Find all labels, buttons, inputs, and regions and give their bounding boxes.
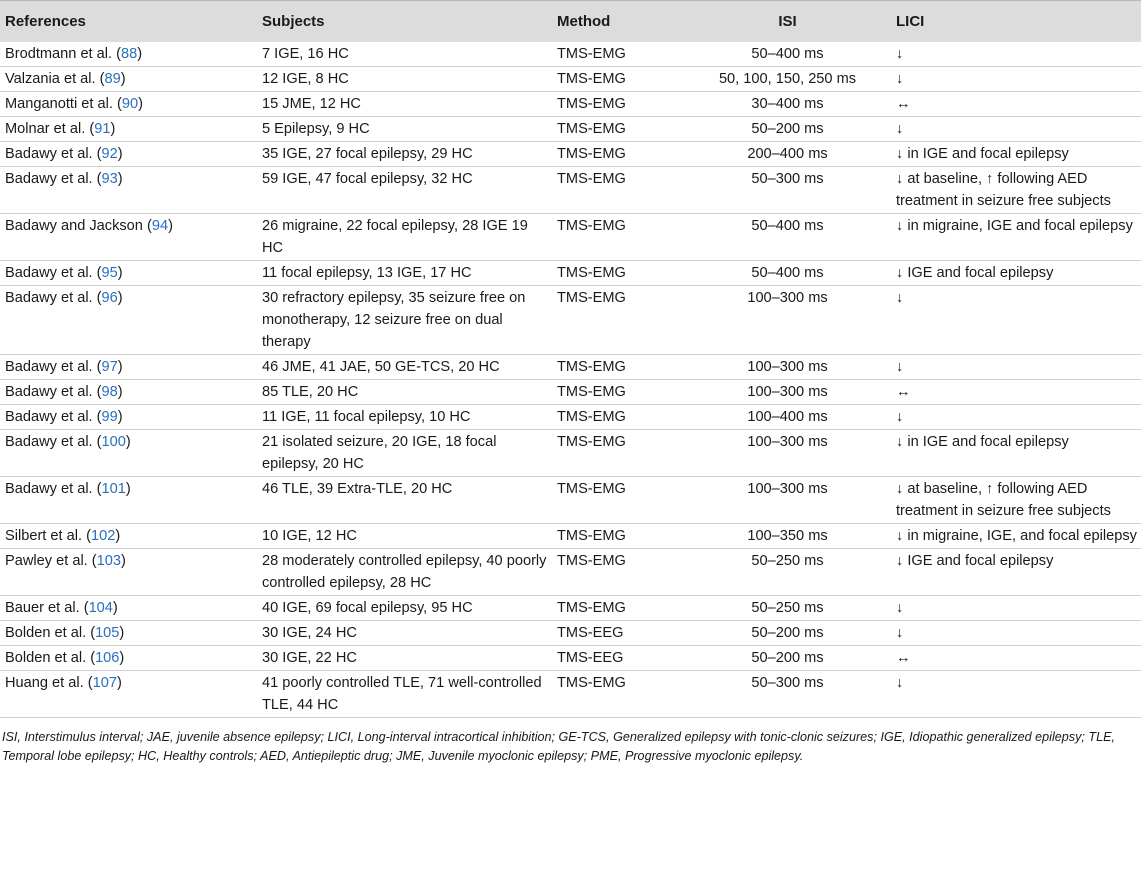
cell-isi: 50–400 ms (679, 214, 891, 261)
cell-subjects: 30 IGE, 24 HC (257, 621, 552, 646)
cell-subjects: 10 IGE, 12 HC (257, 524, 552, 549)
cell-subjects: 12 IGE, 8 HC (257, 67, 552, 92)
reference-close: ) (117, 146, 123, 162)
cell-method: TMS-EEG (552, 621, 679, 646)
cell-method: TMS-EMG (552, 549, 679, 596)
cell-reference (0, 596, 257, 621)
table-row (0, 167, 1141, 214)
reference-link[interactable]: 100 (101, 434, 126, 450)
cell-method: TMS-EMG (552, 261, 679, 286)
reference-author: Badawy et al. ( (5, 171, 102, 187)
reference-link[interactable]: 91 (94, 121, 111, 137)
reference-close: ) (112, 600, 118, 616)
cell-reference (0, 117, 257, 142)
cell-lici: ↔ (891, 646, 1141, 671)
cell-isi: 50, 100, 150, 250 ms (679, 67, 891, 92)
table-row (0, 621, 1141, 646)
cell-method: TMS-EMG (552, 380, 679, 405)
cell-isi: 100–300 ms (679, 355, 891, 380)
cell-reference (0, 549, 257, 596)
header-isi: ISI (679, 1, 891, 43)
cell-isi: 100–300 ms (679, 477, 891, 524)
reference-author: Badawy et al. ( (5, 265, 102, 281)
cell-isi: 50–400 ms (679, 261, 891, 286)
reference-close: ) (119, 650, 125, 666)
reference-close: ) (120, 71, 126, 87)
reference-link[interactable]: 88 (121, 46, 138, 62)
reference-link[interactable]: 93 (101, 171, 118, 187)
cell-subjects: 59 IGE, 47 focal epilepsy, 32 HC (257, 167, 552, 214)
cell-isi: 200–400 ms (679, 142, 891, 167)
reference-author: Brodtmann et al. ( (5, 46, 121, 62)
cell-method: TMS-EMG (552, 214, 679, 261)
cell-reference (0, 380, 257, 405)
reference-author: Badawy et al. ( (5, 481, 102, 497)
header-method: Method (552, 1, 679, 43)
cell-subjects: 30 refractory epilepsy, 35 seizure free on monotherapy, 12 seizure free on dual therapy (257, 286, 552, 355)
cell-lici: ↓ in migraine, IGE, and focal epilepsy (891, 524, 1141, 549)
cell-reference (0, 42, 257, 67)
table-row (0, 142, 1141, 167)
cell-method: TMS-EMG (552, 405, 679, 430)
reference-author: Molnar et al. ( (5, 121, 95, 137)
table-row (0, 92, 1141, 117)
reference-link[interactable]: 105 (95, 625, 120, 641)
cell-subjects: 15 JME, 12 HC (257, 92, 552, 117)
reference-link[interactable]: 104 (88, 600, 113, 616)
reference-link[interactable]: 89 (104, 71, 121, 87)
cell-lici: ↓ (891, 671, 1141, 718)
reference-link[interactable]: 94 (151, 218, 169, 234)
table-row (0, 117, 1141, 142)
table-row (0, 549, 1141, 596)
table-row (0, 430, 1141, 477)
cell-subjects: 46 TLE, 39 Extra-TLE, 20 HC (257, 477, 552, 524)
reference-link[interactable]: 101 (101, 481, 126, 497)
cell-subjects: 11 IGE, 11 focal epilepsy, 10 HC (257, 405, 552, 430)
cell-method: TMS-EMG (552, 92, 679, 117)
reference-close: ) (117, 265, 123, 281)
table-row (0, 477, 1141, 524)
cell-isi: 50–250 ms (679, 596, 891, 621)
cell-reference (0, 167, 257, 214)
cell-isi: 50–200 ms (679, 117, 891, 142)
reference-author: Badawy et al. ( (5, 359, 102, 375)
cell-reference (0, 405, 257, 430)
cell-lici: ↓ (891, 621, 1141, 646)
reference-close: ) (117, 171, 123, 187)
reference-author: Badawy and Jackson ( (5, 218, 152, 234)
cell-subjects: 85 TLE, 20 HC (257, 380, 552, 405)
table-row (0, 261, 1141, 286)
cell-lici: ↓ (891, 355, 1141, 380)
header-lici: LICI (891, 1, 1141, 43)
cell-method: TMS-EMG (552, 671, 679, 718)
cell-reference (0, 671, 257, 718)
reference-link[interactable]: 102 (90, 528, 116, 544)
table-row (0, 646, 1141, 671)
cell-isi: 100–350 ms (679, 524, 891, 549)
reference-author: Bolden et al. ( (5, 625, 96, 641)
reference-author: Badawy et al. ( (5, 146, 102, 162)
cell-isi: 50–300 ms (679, 167, 891, 214)
reference-link[interactable]: 96 (101, 290, 118, 306)
cell-lici: ↓ in migraine, IGE and focal epilepsy (891, 214, 1141, 261)
cell-isi: 50–250 ms (679, 549, 891, 596)
cell-lici: ↓ at baseline, ↑ following AED treatment in seizure free subjects (891, 477, 1141, 524)
reference-close: ) (125, 434, 131, 450)
cell-method: TMS-EMG (552, 355, 679, 380)
table-row (0, 405, 1141, 430)
table-footnote: ISI, Interstimulus interval; JAE, juvenile absence epilepsy; LICI, Long-interval intracortical inhibition; GE-TCS, Generalized epilepsy with tonic-clonic seizures; IGE, Idiopathic generalized epilepsy; TLE, Temporal lobe epilepsy; HC, Healthy controls; AED, Antiepileptic drug; JME, Juvenile myoclonic epilepsy; PME, Progressive myoclonic epilepsy. (2, 730, 1115, 763)
cell-subjects: 7 IGE, 16 HC (257, 42, 552, 67)
reference-link[interactable]: 99 (101, 409, 118, 425)
cell-lici: ↓ (891, 596, 1141, 621)
reference-close: ) (117, 384, 123, 400)
table-row (0, 214, 1141, 261)
cell-lici: ↔ (891, 92, 1141, 117)
table-row (0, 286, 1141, 355)
table-row (0, 67, 1141, 92)
cell-reference (0, 214, 257, 261)
reference-link[interactable]: 97 (101, 359, 118, 375)
cell-reference (0, 621, 257, 646)
table-row (0, 380, 1141, 405)
reference-close: ) (116, 675, 122, 691)
table-row (0, 524, 1141, 549)
cell-method: TMS-EEG (552, 646, 679, 671)
cell-lici: ↔ (891, 380, 1141, 405)
table-header-row (0, 1, 1141, 43)
table-row (0, 42, 1141, 67)
cell-subjects: 41 poorly controlled TLE, 71 well-controlled TLE, 44 HC (257, 671, 552, 718)
reference-close: ) (110, 121, 116, 137)
reference-close: ) (168, 218, 173, 234)
header-references: References (0, 1, 257, 43)
reference-link[interactable]: 95 (101, 265, 118, 281)
reference-close: ) (119, 625, 125, 641)
cell-reference (0, 430, 257, 477)
cell-lici: ↓ (891, 42, 1141, 67)
cell-subjects: 46 JME, 41 JAE, 50 GE-TCS, 20 HC (257, 355, 552, 380)
cell-subjects: 35 IGE, 27 focal epilepsy, 29 HC (257, 142, 552, 167)
cell-isi: 100–300 ms (679, 380, 891, 405)
cell-isi: 50–400 ms (679, 42, 891, 67)
cell-subjects: 30 IGE, 22 HC (257, 646, 552, 671)
cell-method: TMS-EMG (552, 42, 679, 67)
reference-author: Badawy et al. ( (5, 384, 102, 400)
reference-author: Bolden et al. ( (5, 650, 96, 666)
cell-reference (0, 67, 257, 92)
cell-method: TMS-EMG (552, 524, 679, 549)
cell-subjects: 40 IGE, 69 focal epilepsy, 95 HC (257, 596, 552, 621)
cell-method: TMS-EMG (552, 430, 679, 477)
reference-close: ) (125, 481, 131, 497)
reference-author: Badawy et al. ( (5, 409, 102, 425)
reference-close: ) (121, 553, 126, 569)
cell-reference (0, 142, 257, 167)
cell-method: TMS-EMG (552, 117, 679, 142)
reference-author: Valzania et al. ( (5, 71, 105, 87)
reference-author: Silbert et al. ( (5, 528, 91, 544)
reference-author: Badawy et al. ( (5, 290, 102, 306)
cell-lici: ↓ at baseline, ↑ following AED treatment in seizure free subjects (891, 167, 1141, 214)
cell-subjects: 5 Epilepsy, 9 HC (257, 117, 552, 142)
cell-method: TMS-EMG (552, 596, 679, 621)
reference-close: ) (137, 46, 143, 62)
table-row (0, 671, 1141, 718)
cell-isi: 50–300 ms (679, 671, 891, 718)
header-subjects: Subjects (257, 1, 552, 43)
cell-isi: 100–300 ms (679, 286, 891, 355)
cell-lici: ↓ (891, 117, 1141, 142)
cell-isi: 30–400 ms (679, 92, 891, 117)
cell-method: TMS-EMG (552, 167, 679, 214)
reference-author: Huang et al. ( (5, 675, 93, 691)
cell-subjects: 28 moderately controlled epilepsy, 40 poorly controlled epilepsy, 28 HC (257, 549, 552, 596)
cell-subjects: 21 isolated seizure, 20 IGE, 18 focal epilepsy, 20 HC (257, 430, 552, 477)
reference-author: Badawy et al. ( (5, 434, 102, 450)
table-row (0, 596, 1141, 621)
cell-reference (0, 524, 257, 549)
cell-isi: 100–400 ms (679, 405, 891, 430)
cell-reference (0, 646, 257, 671)
table-row (0, 355, 1141, 380)
reference-close: ) (115, 528, 121, 544)
reference-link[interactable]: 98 (101, 384, 118, 400)
reference-author: Bauer et al. ( (5, 600, 89, 616)
reference-link[interactable]: 103 (96, 553, 122, 569)
cell-reference (0, 92, 257, 117)
cell-subjects: 26 migraine, 22 focal epilepsy, 28 IGE 19 HC (257, 214, 552, 261)
reference-close: ) (117, 409, 123, 425)
reference-close: ) (138, 96, 143, 112)
cell-lici: ↓ IGE and focal epilepsy (891, 261, 1141, 286)
cell-reference (0, 286, 257, 355)
reference-author: Pawley et al. ( (5, 553, 97, 569)
reference-link[interactable]: 92 (101, 146, 118, 162)
cell-isi: 50–200 ms (679, 646, 891, 671)
cell-lici: ↓ (891, 67, 1141, 92)
reference-close: ) (117, 290, 123, 306)
cell-method: TMS-EMG (552, 142, 679, 167)
reference-author: Manganotti et al. ( (5, 96, 122, 112)
cell-lici: ↓ (891, 286, 1141, 355)
cell-reference (0, 355, 257, 380)
reference-link[interactable]: 107 (92, 675, 117, 691)
cell-lici: ↓ in IGE and focal epilepsy (891, 142, 1141, 167)
cell-lici: ↓ IGE and focal epilepsy (891, 549, 1141, 596)
cell-subjects: 11 focal epilepsy, 13 IGE, 17 HC (257, 261, 552, 286)
cell-reference (0, 261, 257, 286)
cell-reference (0, 477, 257, 524)
reference-link[interactable]: 90 (121, 96, 139, 112)
reference-link[interactable]: 106 (95, 650, 120, 666)
cell-method: TMS-EMG (552, 67, 679, 92)
table-body (0, 42, 1141, 718)
cell-method: TMS-EMG (552, 477, 679, 524)
cell-lici: ↓ in IGE and focal epilepsy (891, 430, 1141, 477)
cell-lici: ↓ (891, 405, 1141, 430)
cell-method: TMS-EMG (552, 286, 679, 355)
reference-close: ) (117, 359, 123, 375)
cell-isi: 100–300 ms (679, 430, 891, 477)
cell-isi: 50–200 ms (679, 621, 891, 646)
